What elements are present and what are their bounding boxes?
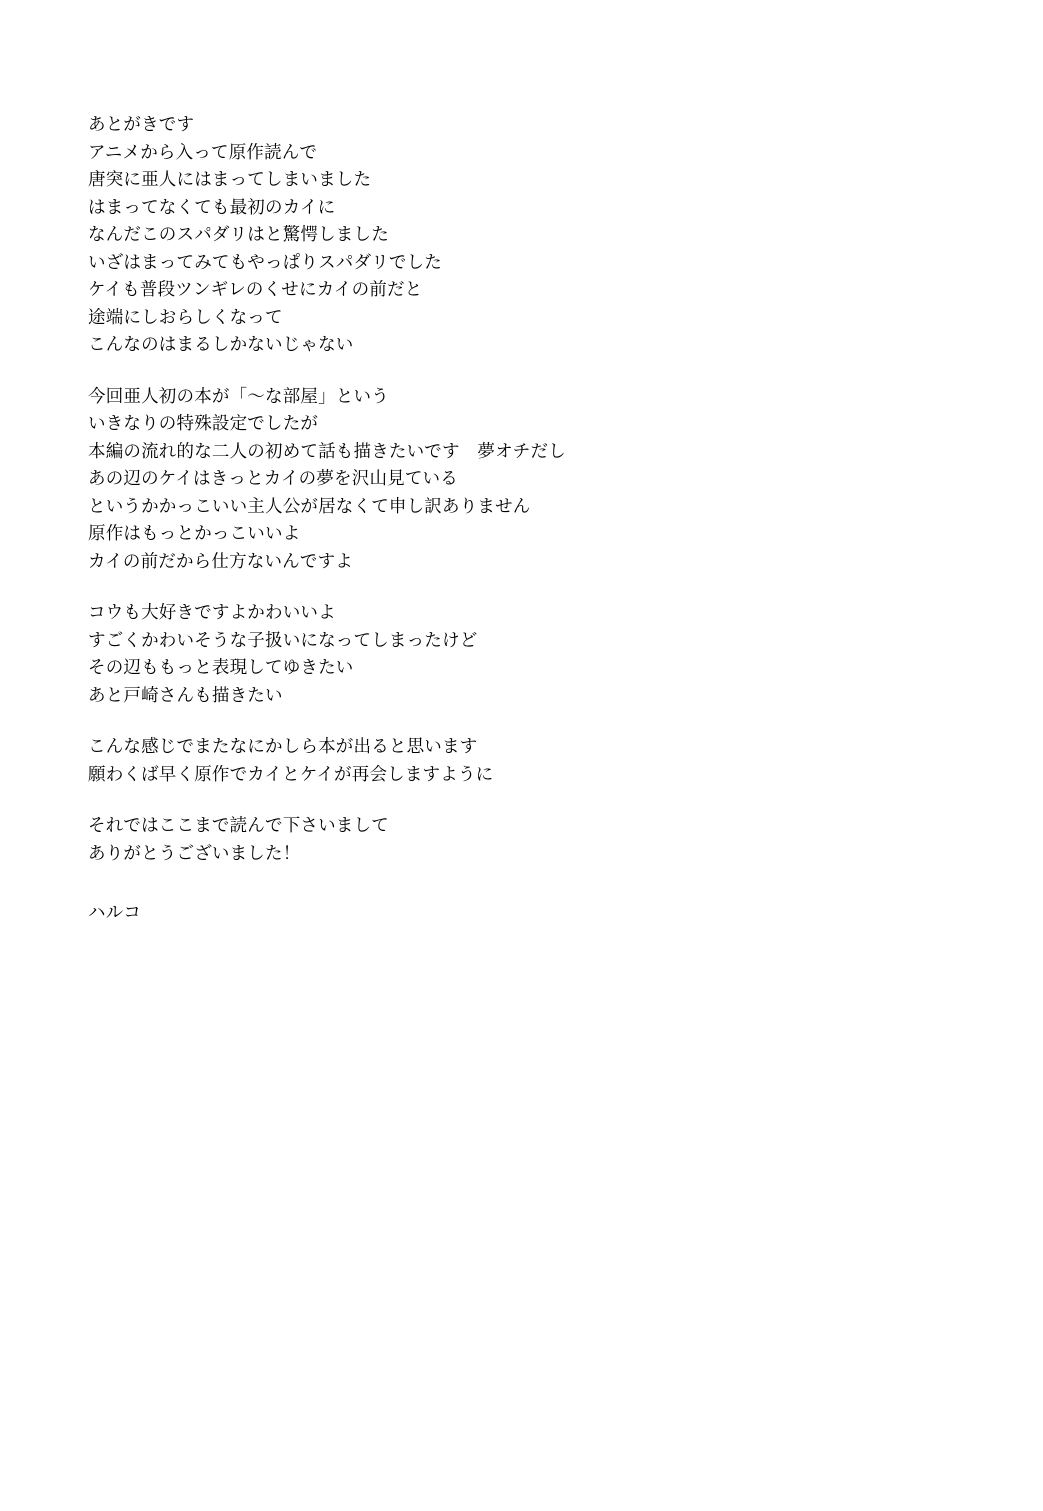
text-line: ケイも普段ツンギレのくせにカイの前だと <box>88 280 423 300</box>
text-paragraph <box>88 734 948 789</box>
text-paragraph <box>88 112 948 360</box>
text-paragraph <box>88 384 948 577</box>
text-line: こんなのはまるしかないじゃない <box>88 335 354 355</box>
text-line: 原作はもっとかっこいいよ <box>88 524 301 544</box>
text-line: こんな感じでまたなにかしら本が出ると思います <box>88 737 478 757</box>
text-line: 願わくば早く原作でカイとケイが再会しますように <box>88 764 494 785</box>
afterword-text-block <box>88 112 948 928</box>
text-paragraph <box>88 600 948 710</box>
text-line: ありがとうございました！ <box>88 843 301 864</box>
signature-line: ハルコ <box>88 903 142 923</box>
text-paragraph <box>88 813 948 868</box>
text-line: それではここまで読んで下さいまして <box>88 816 389 836</box>
text-line: カイの前だから仕方ないんですよ <box>88 551 353 572</box>
text-line: 途端にしおらしくなって <box>88 307 283 328</box>
text-line: その辺ももっと表現してゆきたい <box>88 658 354 678</box>
text-line: はまってなくても最初のカイに <box>88 197 336 218</box>
text-line: 唐突に亜人にはまってしまいました <box>88 170 372 190</box>
text-line: 本編の流れ的な二人の初めて話も描きたいです 夢オチだし <box>88 441 566 462</box>
text-line: というかかっこいい主人公が居なくて申し訳ありません <box>88 496 531 517</box>
text-line: なんだこのスパダリはと驚愕しました <box>88 225 389 245</box>
text-line: コウも大好きですよかわいいよ <box>88 603 336 623</box>
text-line: あの辺のケイはきっとカイの夢を沢山見ている <box>88 469 458 489</box>
author-signature <box>88 900 948 928</box>
text-line: いきなりの特殊設定でしたが <box>88 414 319 434</box>
text-line: あと戸崎さんも描きたい <box>88 685 283 706</box>
text-line: あとがきです <box>88 115 195 135</box>
text-line: 今回亜人初の本が「～な部屋」という <box>88 386 389 407</box>
text-line: いざはまってみてもやっぱりスパダリでした <box>88 252 442 273</box>
text-line: すごくかわいそうな子扱いになってしまったけど <box>88 630 478 651</box>
text-line: アニメから入って原作読んで <box>88 142 318 163</box>
